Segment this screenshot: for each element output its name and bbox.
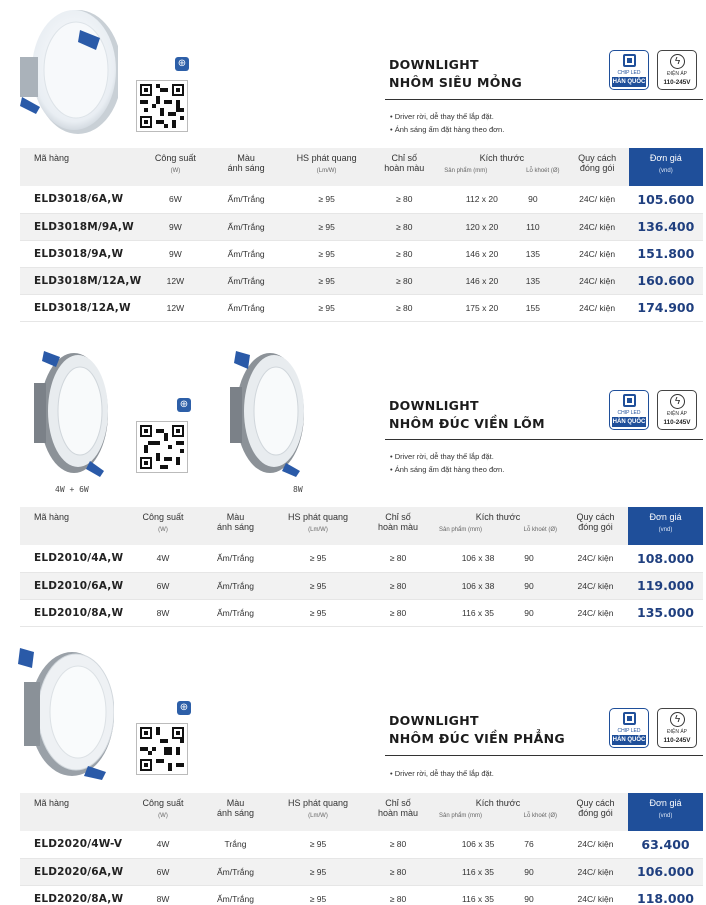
product-code: ELD3018M/9A,W	[20, 213, 141, 240]
light-color: Ấm/Trắng	[198, 572, 273, 599]
price-value: 119.000	[628, 572, 703, 599]
cri-value: ≥ 80	[363, 858, 433, 885]
cri-value: ≥ 80	[370, 267, 438, 294]
efficacy-value: ≥ 95	[283, 294, 370, 321]
dimensions-value: 116 x 35 90	[433, 599, 563, 626]
voltage-badge	[657, 50, 697, 90]
dimensions-value: 106 x 35 76	[433, 831, 563, 858]
voltage-badge-value: 110-245V	[663, 737, 691, 744]
dimensions-value: 146 x 20 135	[438, 267, 565, 294]
section-title	[389, 712, 565, 748]
efficacy-value: ≥ 95	[273, 858, 363, 885]
chip-badge-origin: HÀN QUỐC	[612, 737, 646, 743]
power-value: 8W	[128, 599, 198, 626]
chip-badge-origin: HÀN QUỐC	[612, 79, 646, 85]
title-line-2: NHÔM SIÊU MỎNG	[389, 75, 523, 90]
globe-icon[interactable]: ⊕	[175, 57, 189, 71]
light-color: Ấm/Trắng	[209, 240, 282, 267]
light-color: Ấm/Trắng	[198, 545, 273, 572]
price-value: 63.400	[628, 831, 703, 858]
price-value: 136.400	[629, 213, 703, 240]
packing-value: 24C/ kiện	[563, 885, 628, 905]
efficacy-value: ≥ 95	[273, 599, 363, 626]
power-value: 8W	[128, 885, 198, 905]
bolt-icon: ϟ	[670, 712, 685, 727]
chip-led-badge	[609, 708, 649, 748]
header-color: Màu ánh sáng	[198, 793, 273, 831]
cri-value: ≥ 80	[363, 572, 433, 599]
light-color: Ấm/Trắng	[209, 213, 282, 240]
header-price: Đơn giá (vnd)	[628, 793, 703, 831]
title-line-1: DOWNLIGHT	[389, 57, 479, 72]
price-value: 174.900	[629, 294, 703, 321]
header-dimensions: Kích thước Sản phẩm (mm) Lỗ khoét (Ø)	[433, 507, 563, 545]
qr-code[interactable]	[136, 421, 188, 473]
packing-value: 24C/ kiện	[563, 599, 628, 626]
table-header-row	[20, 148, 703, 186]
cri-value: ≥ 80	[370, 186, 438, 213]
header-code: Mã hàng	[20, 793, 128, 831]
product-code: ELD2020/8A,W	[20, 885, 128, 905]
table-row	[20, 545, 703, 572]
chip-badge-label: CHIP LED	[617, 728, 641, 734]
feature-note: • Driver rời, dễ thay thế lắp đặt.	[390, 452, 494, 461]
image-label: 8W	[293, 485, 303, 494]
packing-value: 24C/ kiện	[563, 858, 628, 885]
voltage-badge-label: ĐIỆN ÁP	[666, 71, 687, 77]
power-value: 6W	[128, 858, 198, 885]
header-price: Đơn giá (vnd)	[628, 507, 703, 545]
voltage-badge-value: 110-245V	[663, 79, 691, 86]
dimensions-value: 116 x 35 90	[433, 885, 563, 905]
dimensions-value: 116 x 35 90	[433, 858, 563, 885]
product-code: ELD2010/4A,W	[20, 545, 128, 572]
price-value: 106.000	[628, 858, 703, 885]
product-section-2	[0, 335, 706, 625]
chip-icon	[623, 394, 636, 407]
table-row	[20, 213, 703, 240]
header-color: Màu ánh sáng	[209, 148, 282, 186]
qr-code-pattern	[140, 727, 184, 771]
light-color: Ấm/Trắng	[198, 885, 273, 905]
header-packing: Quy cách đóng gói	[563, 793, 628, 831]
header-power: Công suất (W)	[141, 148, 209, 186]
header-code: Mã hàng	[20, 148, 141, 186]
efficacy-value: ≥ 95	[283, 240, 370, 267]
title-rule	[385, 99, 703, 100]
table-row	[20, 294, 703, 321]
qr-code-pattern	[140, 84, 184, 128]
product-section-3	[0, 630, 706, 905]
feature-notes	[390, 110, 504, 136]
chip-icon	[623, 712, 636, 725]
header-power: Công suất (W)	[128, 793, 198, 831]
product-code: ELD2010/6A,W	[20, 572, 128, 599]
voltage-badge-label: ĐIỆN ÁP	[666, 411, 687, 417]
chip-led-badge	[609, 50, 649, 90]
downlight-flat-image	[14, 642, 114, 782]
light-color: Ấm/Trắng	[209, 267, 282, 294]
qr-code-pattern	[140, 425, 184, 469]
price-value: 105.600	[629, 186, 703, 213]
table-row	[20, 267, 703, 294]
cri-value: ≥ 80	[370, 213, 438, 240]
light-color: Ấm/Trắng	[209, 186, 282, 213]
qr-code[interactable]	[136, 80, 188, 132]
packing-value: 24C/ kiện	[566, 294, 629, 321]
cri-value: ≥ 80	[370, 240, 438, 267]
downlight-slim-image	[18, 2, 118, 137]
light-color: Ấm/Trắng	[198, 599, 273, 626]
light-color: Trắng	[198, 831, 273, 858]
power-value: 9W	[141, 240, 209, 267]
feature-note: • Ánh sáng ấm đặt hàng theo đơn.	[390, 465, 505, 474]
product-code: ELD3018/6A,W	[20, 186, 141, 213]
spec-table	[20, 507, 703, 627]
title-rule	[385, 439, 703, 440]
power-value: 12W	[141, 267, 209, 294]
price-value: 108.000	[628, 545, 703, 572]
voltage-badge-label: ĐIỆN ÁP	[666, 729, 687, 735]
table-row	[20, 885, 703, 905]
feature-note: • Driver rời, dễ thay thế lắp đặt.	[390, 112, 494, 121]
header-cri: Chỉ số hoàn màu	[363, 507, 433, 545]
chip-icon	[623, 54, 636, 67]
cri-value: ≥ 80	[370, 294, 438, 321]
downlight-recessed-small-image	[30, 343, 110, 478]
power-value: 6W	[141, 186, 209, 213]
product-code: ELD2020/6A,W	[20, 858, 128, 885]
dimensions-value: 106 x 38 90	[433, 572, 563, 599]
title-rule	[385, 755, 703, 756]
dimensions-value: 112 x 20 90	[438, 186, 565, 213]
light-color: Ấm/Trắng	[198, 858, 273, 885]
title-line-1: DOWNLIGHT	[389, 713, 479, 728]
feature-notes	[390, 450, 504, 476]
table-row	[20, 572, 703, 599]
header-dimensions: Kích thước Sản phẩm (mm) Lỗ khoét (Ø)	[433, 793, 563, 831]
table-row	[20, 858, 703, 885]
header-packing: Quy cách đóng gói	[566, 148, 629, 186]
bolt-icon: ϟ	[670, 394, 685, 409]
feature-note: • Ánh sáng ấm đặt hàng theo đơn.	[390, 125, 505, 134]
header-efficacy: HS phát quang (Lm/W)	[283, 148, 370, 186]
efficacy-value: ≥ 95	[273, 885, 363, 905]
title-line-2: NHÔM ĐÚC VIỀN LÕM	[389, 416, 545, 431]
cri-value: ≥ 80	[363, 831, 433, 858]
product-section-1	[0, 0, 706, 330]
chip-led-badge	[609, 390, 649, 430]
feature-note: • Driver rời, dễ thay thế lắp đặt.	[390, 769, 494, 778]
spec-table	[20, 793, 703, 905]
table-header-row	[20, 793, 703, 831]
globe-icon[interactable]: ⊕	[177, 701, 191, 715]
bolt-icon: ϟ	[670, 54, 685, 69]
product-code: ELD3018M/12A,W	[20, 267, 141, 294]
power-value: 4W	[128, 545, 198, 572]
table-row	[20, 186, 703, 213]
price-value: 135.000	[628, 599, 703, 626]
header-code: Mã hàng	[20, 507, 128, 545]
header-packing: Quy cách đóng gói	[563, 507, 628, 545]
spec-table	[20, 148, 703, 322]
packing-value: 24C/ kiện	[566, 240, 629, 267]
title-line-2: NHÔM ĐÚC VIỀN PHẲNG	[389, 731, 565, 746]
downlight-recessed-large-image	[228, 343, 308, 478]
table-row	[20, 599, 703, 626]
efficacy-value: ≥ 95	[273, 831, 363, 858]
product-code: ELD2020/4W-V	[20, 831, 128, 858]
price-value: 118.000	[628, 885, 703, 905]
chip-badge-origin: HÀN QUỐC	[612, 419, 646, 425]
image-label: 4W + 6W	[55, 485, 89, 494]
chip-badge-label: CHIP LED	[617, 410, 641, 416]
section-title	[389, 56, 522, 92]
dimensions-value: 120 x 20 110	[438, 213, 565, 240]
table-row	[20, 240, 703, 267]
header-efficacy: HS phát quang (Lm/W)	[273, 507, 363, 545]
efficacy-value: ≥ 95	[283, 213, 370, 240]
price-value: 160.600	[629, 267, 703, 294]
power-value: 6W	[128, 572, 198, 599]
voltage-badge-value: 110-245V	[663, 419, 691, 426]
header-cri: Chỉ số hoàn màu	[363, 793, 433, 831]
dimensions-value: 146 x 20 135	[438, 240, 565, 267]
efficacy-value: ≥ 95	[283, 186, 370, 213]
table-row	[20, 831, 703, 858]
packing-value: 24C/ kiện	[563, 545, 628, 572]
dimensions-value: 175 x 20 155	[438, 294, 565, 321]
light-color: Ấm/Trắng	[209, 294, 282, 321]
dimensions-value: 106 x 38 90	[433, 545, 563, 572]
table-header-row	[20, 507, 703, 545]
globe-icon[interactable]: ⊕	[177, 398, 191, 412]
cri-value: ≥ 80	[363, 599, 433, 626]
packing-value: 24C/ kiện	[563, 572, 628, 599]
title-line-1: DOWNLIGHT	[389, 398, 479, 413]
voltage-badge	[657, 708, 697, 748]
packing-value: 24C/ kiện	[563, 831, 628, 858]
packing-value: 24C/ kiện	[566, 213, 629, 240]
header-color: Màu ánh sáng	[198, 507, 273, 545]
product-code: ELD3018/12A,W	[20, 294, 141, 321]
header-price: Đơn giá (vnd)	[629, 148, 703, 186]
cri-value: ≥ 80	[363, 885, 433, 905]
header-cri: Chỉ số hoàn màu	[370, 148, 438, 186]
packing-value: 24C/ kiện	[566, 186, 629, 213]
product-code: ELD3018/9A,W	[20, 240, 141, 267]
qr-code[interactable]	[136, 723, 188, 775]
header-efficacy: HS phát quang (Lm/W)	[273, 793, 363, 831]
efficacy-value: ≥ 95	[283, 267, 370, 294]
efficacy-value: ≥ 95	[273, 545, 363, 572]
header-dimensions: Kích thước Sản phẩm (mm) Lỗ khoét (Ø)	[438, 148, 565, 186]
power-value: 12W	[141, 294, 209, 321]
voltage-badge	[657, 390, 697, 430]
product-code: ELD2010/8A,W	[20, 599, 128, 626]
power-value: 9W	[141, 213, 209, 240]
price-value: 151.800	[629, 240, 703, 267]
feature-notes	[390, 767, 494, 780]
power-value: 4W	[128, 831, 198, 858]
efficacy-value: ≥ 95	[273, 572, 363, 599]
header-power: Công suất (W)	[128, 507, 198, 545]
cri-value: ≥ 80	[363, 545, 433, 572]
chip-badge-label: CHIP LED	[617, 70, 641, 76]
packing-value: 24C/ kiện	[566, 267, 629, 294]
section-title	[389, 397, 545, 433]
